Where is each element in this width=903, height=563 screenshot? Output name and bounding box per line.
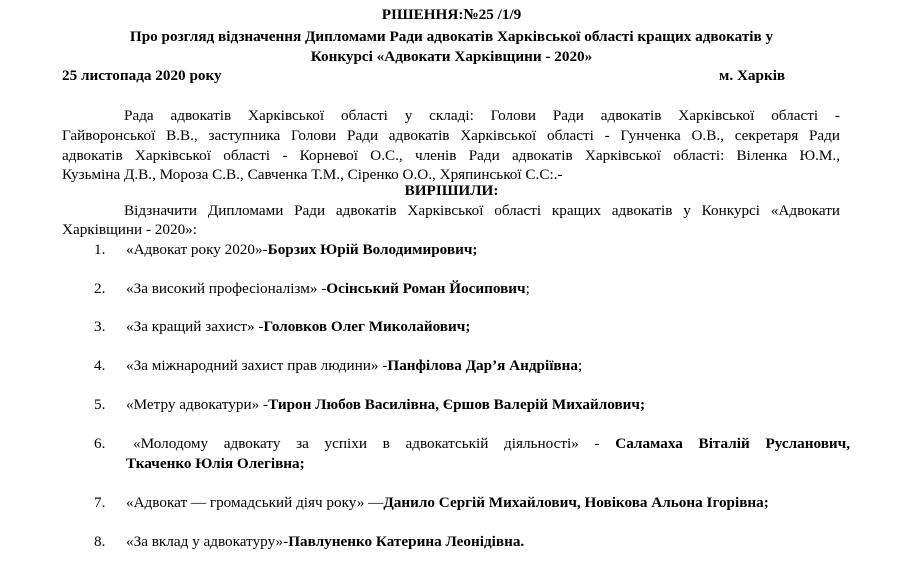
award-number: 4.	[94, 357, 106, 374]
award-category: «Адвокат року 2020»-	[126, 241, 268, 258]
award-recipients: Панфілова Дар’я Андріївна	[387, 357, 578, 374]
decision-subject-line-2: Конкурсі «Адвокати Харківщини - 2020»	[310, 48, 593, 65]
award-recipients: Павлуненко Катерина Леонідівна.	[288, 533, 525, 550]
award-number: 7.	[94, 494, 106, 511]
award-number: 1.	[94, 241, 106, 258]
award-category: «Адвокат — громадський діяч року» —	[126, 494, 384, 511]
award-number: 5.	[94, 396, 106, 413]
award-recipients: Данило Сергій Михайлович, Новікова Альона Ігорівна;	[383, 494, 769, 511]
decision-title: РІШЕННЯ:№25 /1/9	[381, 6, 522, 23]
decided-intro-line-2: Харківщини - 2020»:	[62, 221, 197, 238]
composition-line-2: Гайворонської В.В., заступника Голови Ради адвокатів Харківської області - Гунченка О.В., секретаря Ради	[62, 127, 840, 144]
award-category: «За кращий захист» -	[126, 318, 264, 335]
award-category: «Метру адвокатури» -	[126, 396, 269, 413]
award-recipients: Борзих Юрій Володимирович;	[267, 241, 478, 258]
award-category: «За високий професіоналізм» -	[126, 280, 327, 297]
award-category: «Молодому адвокату за успіхи в адвокатській діяльності» -	[133, 435, 600, 452]
award-number: 2.	[94, 280, 106, 297]
award-number: 6.	[94, 435, 106, 452]
decision-subject-line-1: Про розгляд відзначення Дипломами Ради адвокатів Харківської області кращих адвокатів у	[129, 28, 774, 45]
award-tail: ;	[525, 280, 530, 297]
award-category: «За міжнародний захист прав людини» -	[126, 357, 388, 374]
composition-line-4: Кузьміна Д.В., Мороза С.В., Савченка Т.М., Сіренко О.О., Хряпинської С.С:.-	[62, 166, 563, 183]
award-category: «За вклад у адвокатуру»-	[126, 533, 289, 550]
composition-line-3: адвокатів Харківської області - Корневої О.С., членів Ради адвокатів Харківської області: Віленка Ю.М.,	[62, 147, 840, 164]
decision-date: 25 листопада 2020 року	[62, 67, 222, 84]
award-recipients: Головков Олег Миколайович;	[263, 318, 471, 335]
decided-intro-line-1: Відзначити Дипломами Ради адвокатів Харківської області кращих адвокатів у Конкурсі «Адвокати	[124, 202, 840, 219]
award-recipients: Осінський Роман Йосипович	[326, 280, 526, 297]
decided-heading: ВИРІШИЛИ:	[404, 182, 499, 199]
award-recipients: Саламаха Віталій Русланович,	[615, 435, 851, 452]
award-tail: ;	[577, 357, 583, 374]
award-number: 8.	[94, 533, 106, 550]
decision-city: м. Харків	[719, 67, 786, 84]
composition-line-1: Рада адвокатів Харківської області у складі: Голови Ради адвокатів Харківської області -	[124, 107, 840, 124]
award-number: 3.	[94, 318, 106, 335]
award-recipients-line-2: Ткаченко Юлія Олегівна;	[126, 455, 305, 472]
award-recipients: Тирон Любов Василівна, Єршов Валерій Михайлович;	[268, 396, 646, 413]
